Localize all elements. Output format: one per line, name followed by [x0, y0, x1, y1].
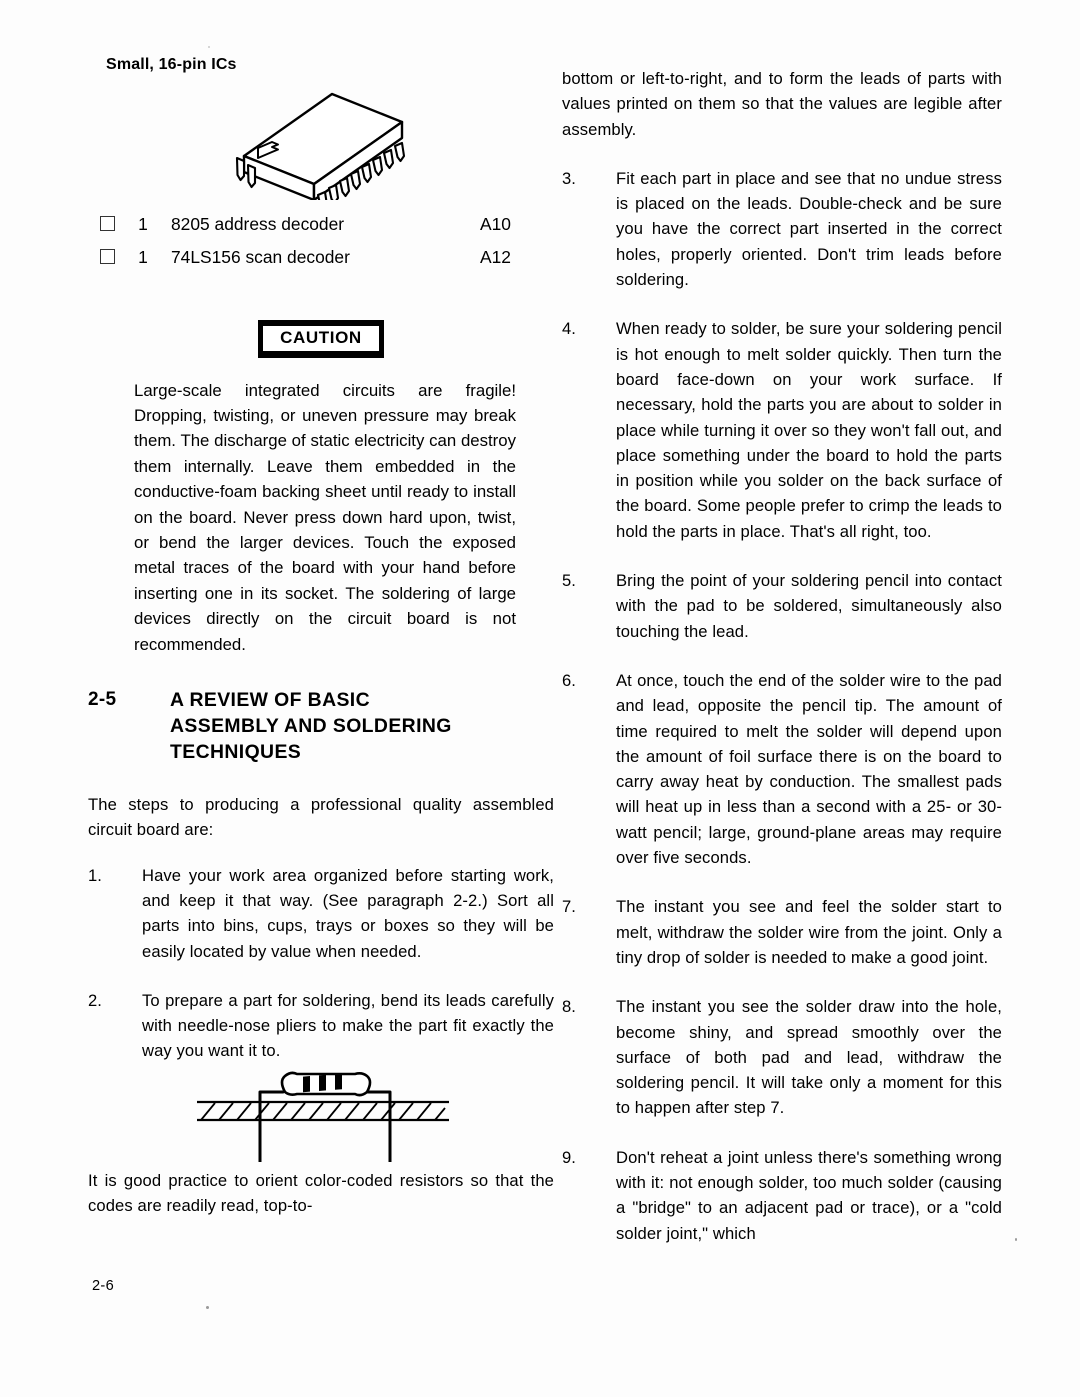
subheading-small-ics: Small, 16-pin ICs — [106, 56, 237, 73]
part-quantity: 1 — [138, 247, 148, 267]
right-column — [562, 66, 1002, 1246]
intro-paragraph: The steps to producing a professional quality assembled circuit board are: — [88, 795, 554, 840]
step-number: 8. — [562, 997, 576, 1017]
step-text: At once, touch the end of the solder wire to the pad and lead, opposite the pencil tip. The amount of time required to melt the solder will depend upon the amount of foil surface there is on the board to carry away heat by conduction. The smallest pads will heat up in less than a second with a 25- or 30-watt pencil; large, ground-plane areas may require over five seconds. — [616, 670, 1002, 868]
part-reference: A10 — [480, 214, 511, 234]
step-number: 7. — [562, 897, 576, 917]
section-number: 2-5 — [88, 689, 117, 711]
caution-label: CAUTION — [263, 326, 379, 351]
list-item — [562, 568, 1002, 644]
part-description: 74LS156 scan decoder — [171, 247, 350, 267]
caution-block — [88, 320, 554, 657]
parts-list — [88, 214, 554, 280]
scan-speck — [208, 46, 210, 48]
resistor-mounting-figure — [88, 1070, 554, 1166]
list-item — [88, 988, 554, 1064]
part-reference: A12 — [480, 247, 511, 267]
list-item — [562, 316, 1002, 544]
steps-list-left — [88, 863, 554, 1064]
page-title — [170, 687, 452, 765]
section-heading — [88, 687, 554, 765]
step-number: 3. — [562, 168, 576, 188]
part-quantity: 1 — [138, 214, 148, 234]
step-text: When ready to solder, be sure your soldering pencil is hot enough to melt solder quickly. Then turn the board face-down on your work surface. If necessary, hold the parts you are about to solder in place while turning it over so they won't fall out, and place something under the board to hold the parts in position while you solder on the back surface of the board. Some people prefer to crimp the leads to hold the parts in place. That's all right, too. — [616, 319, 1002, 541]
checkbox[interactable] — [100, 249, 115, 264]
step-text: Don't reheat a joint unless there's something wrong with it: not enough solder, too much solder (causing a "bridge" to an adjacent pad or trace), or a "cold solder joint," which — [616, 1147, 1002, 1243]
list-item — [562, 166, 1002, 292]
table-row[interactable] — [88, 247, 554, 280]
steps-list-right — [562, 166, 1002, 1246]
step-number: 1. — [88, 865, 102, 885]
page-number: 2-6 — [92, 1278, 114, 1294]
section-title-line-2: ASSEMBLY AND SOLDERING — [170, 715, 452, 738]
left-column — [88, 56, 554, 1218]
step-number: 5. — [562, 571, 576, 591]
caution-text: Large-scale integrated circuits are fragile! Dropping, twisting, or uneven pressure may break them. The discharge of static electricity can destroy them internally. Leave them embedded in the conductive-foam backing sheet until ready to install on the board. Never press down hard upon, twist, or bend the larger devices. Touch the exposed metal traces of the board with your hand before inserting one in its socket. The soldering of large devices directly on the circuit board is not recommended. — [134, 380, 516, 654]
list-item — [562, 668, 1002, 870]
section-title-line-1: A REVIEW OF BASIC — [170, 689, 370, 712]
caution-banner — [258, 320, 384, 358]
step-number: 6. — [562, 670, 576, 690]
resistor-note: It is good practice to orient color-coded resistors so that the codes are readily read, top-to- — [88, 1170, 554, 1215]
step-number: 9. — [562, 1147, 576, 1167]
step-number: 2. — [88, 990, 102, 1010]
step-number: 4. — [562, 319, 576, 339]
ic-package-figure — [88, 80, 554, 202]
checkbox[interactable] — [100, 216, 115, 231]
part-description: 8205 address decoder — [171, 214, 345, 234]
list-item — [88, 863, 554, 964]
scan-speck — [1015, 1238, 1017, 1241]
step-text: Have your work area organized before starting work, and keep it that way. (See paragraph 2-2.) Sort all parts into bins, cups, trays or boxes so they will be easily located by value when needed. — [142, 865, 554, 961]
dip-ic-icon — [228, 88, 418, 200]
scan-speck — [206, 1306, 209, 1309]
list-item — [562, 894, 1002, 970]
section-title-line-3: TECHNIQUES — [170, 741, 302, 764]
step-text: The instant you see the solder draw into the hole, become shiny, and spread smoothly over the surface of both pad and lead, withdraw the soldering pencil. It will take only a moment for this to happen after step 7. — [616, 997, 1002, 1118]
step-text: Bring the point of your soldering pencil into contact with the pad to be soldered, simultaneously also touching the lead. — [616, 571, 1002, 641]
resistor-on-board-icon — [193, 1070, 453, 1166]
step-text: The instant you see and feel the solder start to melt, withdraw the solder wire from the joint. Only a tiny drop of solder is needed to make a good joint. — [616, 897, 1002, 967]
continued-paragraph: bottom or left-to-right, and to form the leads of parts with values printed on them so that the values are legible after assembly. — [562, 69, 1002, 139]
step-text: To prepare a part for soldering, bend its leads carefully with needle-nose pliers to make the part fit exactly the way you want it to. — [142, 990, 554, 1061]
table-row[interactable] — [88, 214, 554, 247]
list-item — [562, 994, 1002, 1120]
step-text: Fit each part in place and see that no undue stress is placed on the leads. Double-check and be sure you have the correct part inserted in the correct holes, properly oriented. Don't trim leads before soldering. — [616, 168, 1002, 290]
list-item — [562, 1145, 1002, 1246]
